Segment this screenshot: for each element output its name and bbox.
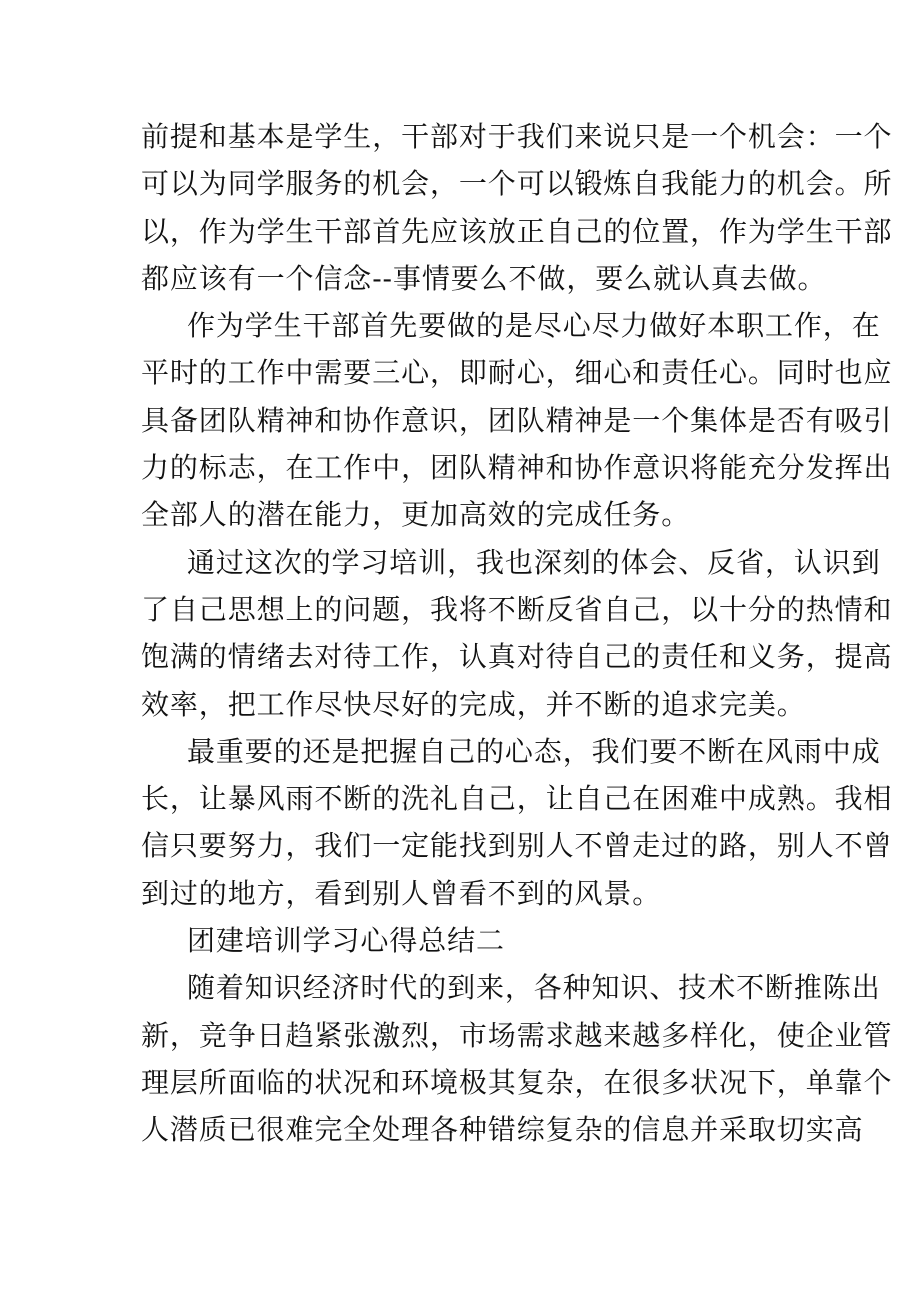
text-line: 随着知识经济时代的到来，各种知识、技术不断推陈出 — [187, 971, 881, 1005]
text-line: 可以为同学服务的机会，一个可以锻炼自我能力的机会。所 — [141, 167, 893, 201]
text-line: 通过这次的学习培训，我也深刻的体会、反省，认识到 — [187, 545, 881, 579]
section-heading — [141, 917, 791, 964]
text-line: 最重要的还是把握自己的心态，我们要不断在风雨中成 — [187, 734, 881, 768]
text-line: 都应该有一个信念--事情要么不做，要么就认真去做。 — [141, 261, 827, 295]
paragraph — [141, 964, 893, 1153]
paragraph — [141, 539, 893, 728]
text-line: 饱满的情绪去对待工作，认真对待自己的责任和义务，提高 — [141, 640, 893, 674]
text-line: 了自己思想上的问题，我将不断反省自己，以十分的热情和 — [141, 592, 893, 626]
text-line: 到过的地方，看到别人曾看不到的风景。 — [141, 876, 662, 910]
paragraph — [141, 728, 893, 917]
text-line: 效率，把工作尽快尽好的完成，并不断的追求完美。 — [141, 687, 806, 721]
text-line: 前提和基本是学生，干部对于我们来说只是一个机会：一个 — [141, 120, 893, 153]
text-line: 作为学生干部首先要做的是尽心尽力做好本职工作，在 — [187, 309, 881, 343]
document-body — [141, 113, 893, 1154]
paragraph — [141, 302, 893, 538]
text-line: 信只要努力，我们一定能找到别人不曾走过的路，别人不曾 — [141, 829, 893, 863]
text-line: 人潜质已很难完全处理各种错综复杂的信息并采取切实高 — [141, 1113, 864, 1147]
text-line: 以，作为学生干部首先应该放正自己的位置，作为学生干部 — [141, 214, 893, 248]
text-line: 具备团队精神和协作意识，团队精神是一个集体是否有吸引 — [141, 403, 893, 437]
text-line: 新，竞争日趋紧张激烈，市场需求越来越多样化，使企业管 — [141, 1018, 893, 1052]
section-heading-text: 团建培训学习心得总结二 — [187, 924, 505, 958]
text-line: 力的标志，在工作中，团队精神和协作意识将能充分发挥出 — [141, 451, 893, 485]
paragraph — [141, 113, 893, 302]
text-line: 长，让暴风雨不断的洗礼自己，让自己在困难中成熟。我相 — [141, 782, 893, 816]
text-line: 理层所面临的状况和环境极其复杂，在很多状况下，单靠个 — [141, 1065, 893, 1099]
text-line: 全部人的潜在能力，更加高效的完成任务。 — [141, 498, 691, 532]
text-line: 平时的工作中需要三心，即耐心，细心和责任心。同时也应 — [141, 356, 893, 390]
